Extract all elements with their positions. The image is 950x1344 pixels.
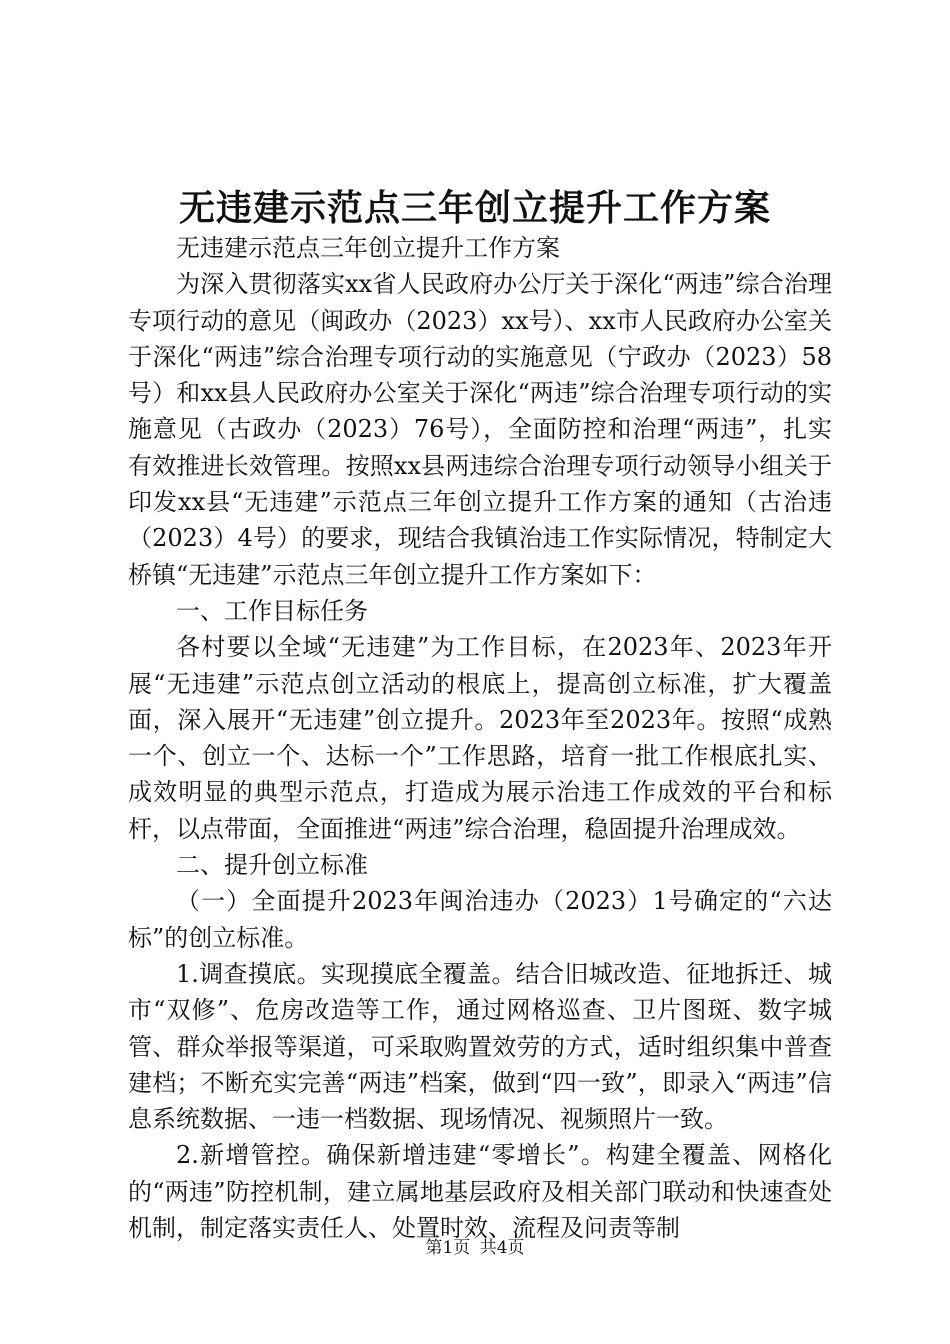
page-total: 共4页	[479, 1238, 525, 1258]
page-footer	[0, 1236, 950, 1260]
document-body	[128, 230, 832, 1246]
list-item-survey: 1.调查摸底。实现摸底全覆盖。结合旧城改造、征地拆迁、城市“双修”、危房改造等工作，通过网格巡查、卫片图斑、数字城管、群众举报等渠道，可采取购置效劳的方式，适时组织集中普查建档；不断充实完善“两违”档案，做到“四一致”，即录入“两违”信息系统数据、一违一档数据、现场情况、视频照片一致。	[128, 959, 832, 1134]
section-heading-2: 二、提升创立标准	[176, 851, 368, 880]
list-item-control: 2.新增管控。确保新增违建“零增长”。构建全覆盖、网格化的“两违”防控机制，建立属地基层政府及相关部门联动和快速查处机制，制定落实责任人、处置时效、流程及问责等制	[128, 1141, 832, 1243]
paragraph-subtitle: 无违建示范点三年创立提升工作方案	[176, 234, 560, 262]
paragraph-goals: 各村要以全域“无违建”为工作目标，在2023年、2023年开展“无违建”示范点创立活动的根底上，提高创立标准，扩大覆盖面，深入展开“无违建”创立提升。2023年至2023年。按照“成熟一个、创立一个、达标一个”工作思路，培育一批工作根底扎实、成效明显的典型示范点，打造成为展示治违工作成效的平台和标杆，以点带面，全面推进“两违”综合治理，稳固提升治理成效。	[128, 633, 832, 843]
section-heading-1: 一、工作目标任务	[176, 596, 368, 625]
subsection-heading-1: （一）全面提升2023年闽治违办（2023）1号确定的“六达标”的创立标准。	[128, 887, 832, 952]
paragraph-intro: 为深入贯彻落实xx省人民政府办公厅关于深化“两违”综合治理专项行动的意见（闽政办（2023）xx号）、xx市人民政府办公室关于深化“两违”综合治理专项行动的实施意见（宁政办（2023）58号）和xx县人民政府办公室关于深化“两违”综合治理专项行动的实施意见（古政办（2023）76号），全面防控和治理“两违”，扎实有效推进长效管理。按照xx县两违综合治理专项行动领导小组关于印发xx县“无违建”示范点三年创立提升工作方案的通知（古治违（2023）4号）的要求，现结合我镇治违工作实际情况，特制定大桥镇“无违建”示范点三年创立提升工作方案如下：	[128, 270, 832, 589]
document-title: 无违建示范点三年创立提升工作方案	[178, 187, 771, 229]
page-number: 第1页	[425, 1238, 471, 1258]
